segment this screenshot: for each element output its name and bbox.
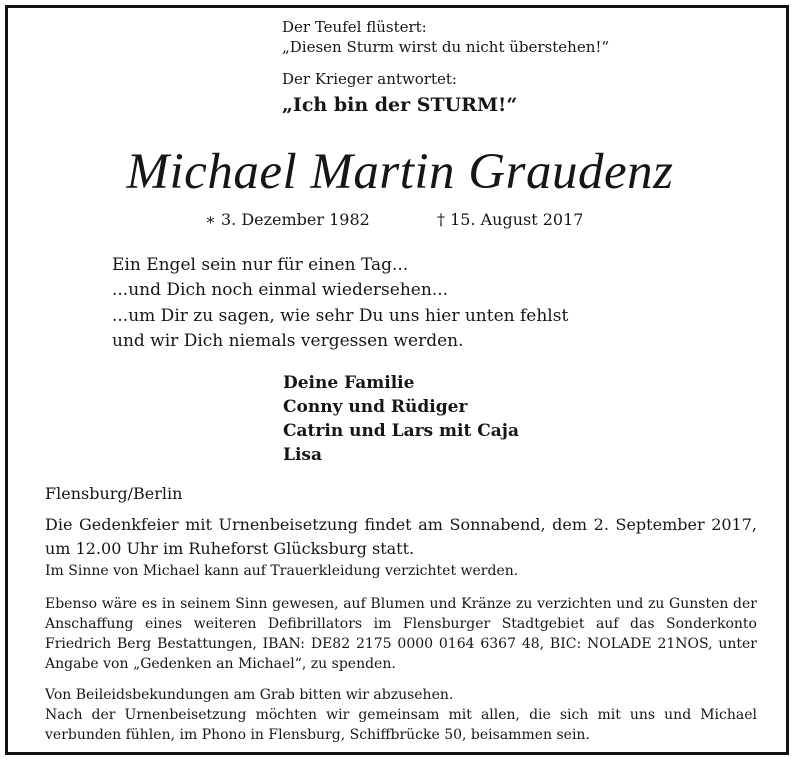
- mourner-3: Catrin und Lars mit Caja: [283, 421, 519, 441]
- verse-line-2: ...und Dich noch einmal wiedersehen...: [112, 280, 449, 300]
- birth-date: ∗ 3. Dezember 1982: [205, 210, 370, 229]
- mourner-4: Lisa: [283, 445, 322, 465]
- quote-line-3: Der Krieger antwortet:: [282, 70, 457, 88]
- gathering-notice: Nach der Urnenbeisetzung möchten wir gemeinsam mit allen, die sich mit uns und Michael verbunden fühlen, im Phono in Flensburg, Schiffbrücke 50, beisammen sein.: [45, 707, 757, 743]
- death-date: † 15. August 2017: [437, 210, 584, 229]
- verse-line-3: ...um Dir zu sagen, wie sehr Du uns hier unten fehlst: [112, 306, 569, 326]
- verse-line-1: Ein Engel sein nur für einen Tag...: [112, 255, 409, 275]
- verse-line-4: und wir Dich niemals vergessen werden.: [112, 331, 464, 351]
- quote-line-4: „Ich bin der STURM!“: [282, 94, 518, 116]
- condolence-notice: Von Beileidsbekundungen am Grab bitten wir abzusehen.: [45, 687, 454, 703]
- quote-line-2: „Diesen Sturm wirst du nicht überstehen!“: [282, 38, 610, 56]
- quote-line-1: Der Teufel flüstert:: [282, 18, 427, 36]
- deceased-name: Michael Martin Graudenz: [126, 144, 674, 200]
- ceremony-notice: Die Gedenkfeier mit Urnenbeisetzung findet am Sonnabend, dem 2. September 2017, um 12.00 Uhr im Ruheforst Glücksburg statt.: [45, 515, 757, 558]
- location: Flensburg/Berlin: [45, 484, 183, 503]
- donation-notice: Ebenso wäre es in seinem Sinn gewesen, auf Blumen und Kränze zu verzichten und zu Gunsten der Anschaffung eines weiteren Defibrillators im Flensburger Stadtgebiet auf das Sonderkonto Friedrich Berg Bestattungen, IBAN: DE82 2175 0000 0164 6367 48, BIC: NOLADE 21NOS, unter Angabe von „Gedenken an Michael“, zu spenden.: [45, 596, 757, 672]
- mourner-2: Conny und Rüdiger: [283, 397, 468, 417]
- attire-notice: Im Sinne von Michael kann auf Trauerkleidung verzichtet werden.: [45, 563, 519, 579]
- mourner-1: Deine Familie: [283, 373, 415, 393]
